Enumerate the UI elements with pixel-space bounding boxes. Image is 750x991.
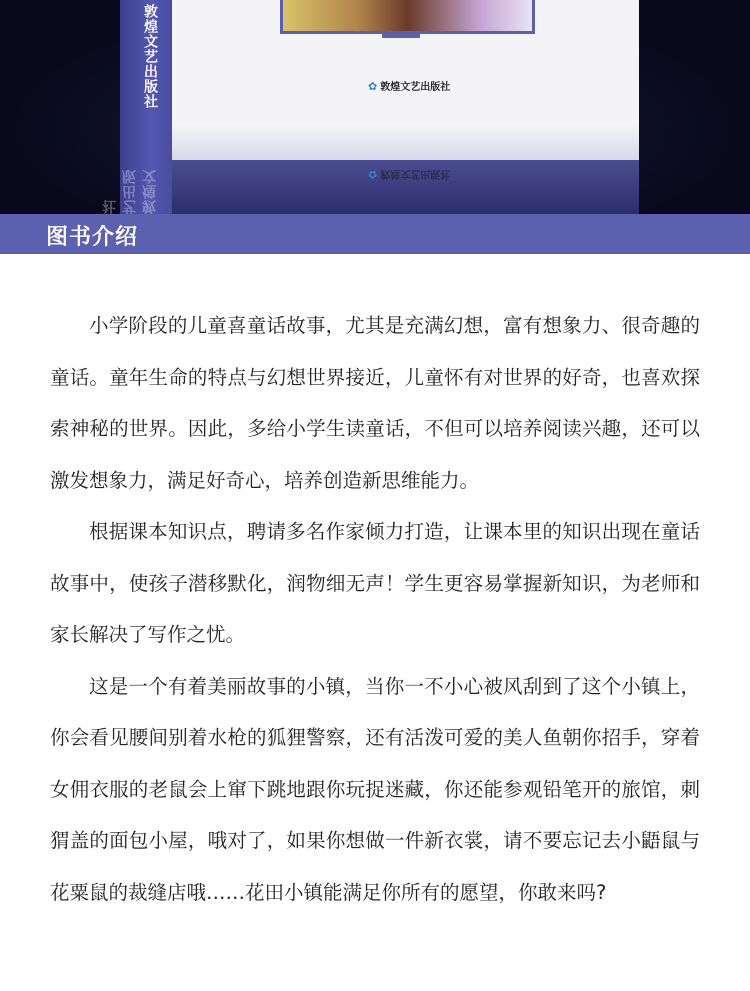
section-header-bar (0, 214, 750, 254)
spine-title-reflection: 敦煌文艺出版社 (100, 169, 156, 214)
cover-bottom-shade (172, 125, 639, 160)
book-product-image (0, 0, 750, 214)
intro-paragraph: 根据课本知识点，聘请多名作家倾力打造，让课本里的知识出现在童话故事中，使孩子潜移默化，润物细无声！学生更容易掌握新知识，为老师和家长解决了写作之忧。 (50, 520, 700, 646)
cover-illustration (280, 0, 535, 34)
publisher-label (368, 78, 450, 93)
book-reflection (172, 160, 639, 214)
spine-title: 敦煌文艺出版社 (142, 4, 158, 109)
flower-logo-icon: ✿ (368, 80, 378, 93)
publisher-name: 敦煌文艺出版社 (380, 82, 451, 93)
book-introduction (50, 300, 700, 918)
flower-logo-icon: ✿ (368, 168, 378, 181)
publisher-reflection (368, 168, 450, 183)
cover-accent-bar (382, 34, 420, 38)
publisher-name-reflection: 敦煌文艺出版社 (380, 168, 451, 179)
intro-paragraph: 小学阶段的儿童喜童话故事，尤其是充满幻想，富有想象力、很奇趣的童话。童年生命的特点与幻想世界接近，儿童怀有对世界的好奇，也喜欢探索神秘的世界。因此，多给小学生读童话，不但可以培养阅读兴趣，还可以激发想象力，满足好奇心，培养创造新思维能力。 (50, 314, 700, 492)
intro-paragraph: 这是一个有着美丽故事的小镇，当你一不小心被风刮到了这个小镇上，你会看见腰间别着水枪的狐狸警察，还有活泼可爱的美人鱼朝你招手，穿着女佣衣服的老鼠会上窜下跳地跟你玩捉迷藏，你还能参观铅笔开的旅馆，刺猬盖的面包小屋，哦对了，如果你想做一件新衣裳，请不要忘记去小鼯鼠与花粟鼠的裁缝店哦……花田小镇能满足你所有的愿望，你敢来吗? (50, 674, 700, 904)
section-title: 图书介绍 (46, 225, 139, 250)
